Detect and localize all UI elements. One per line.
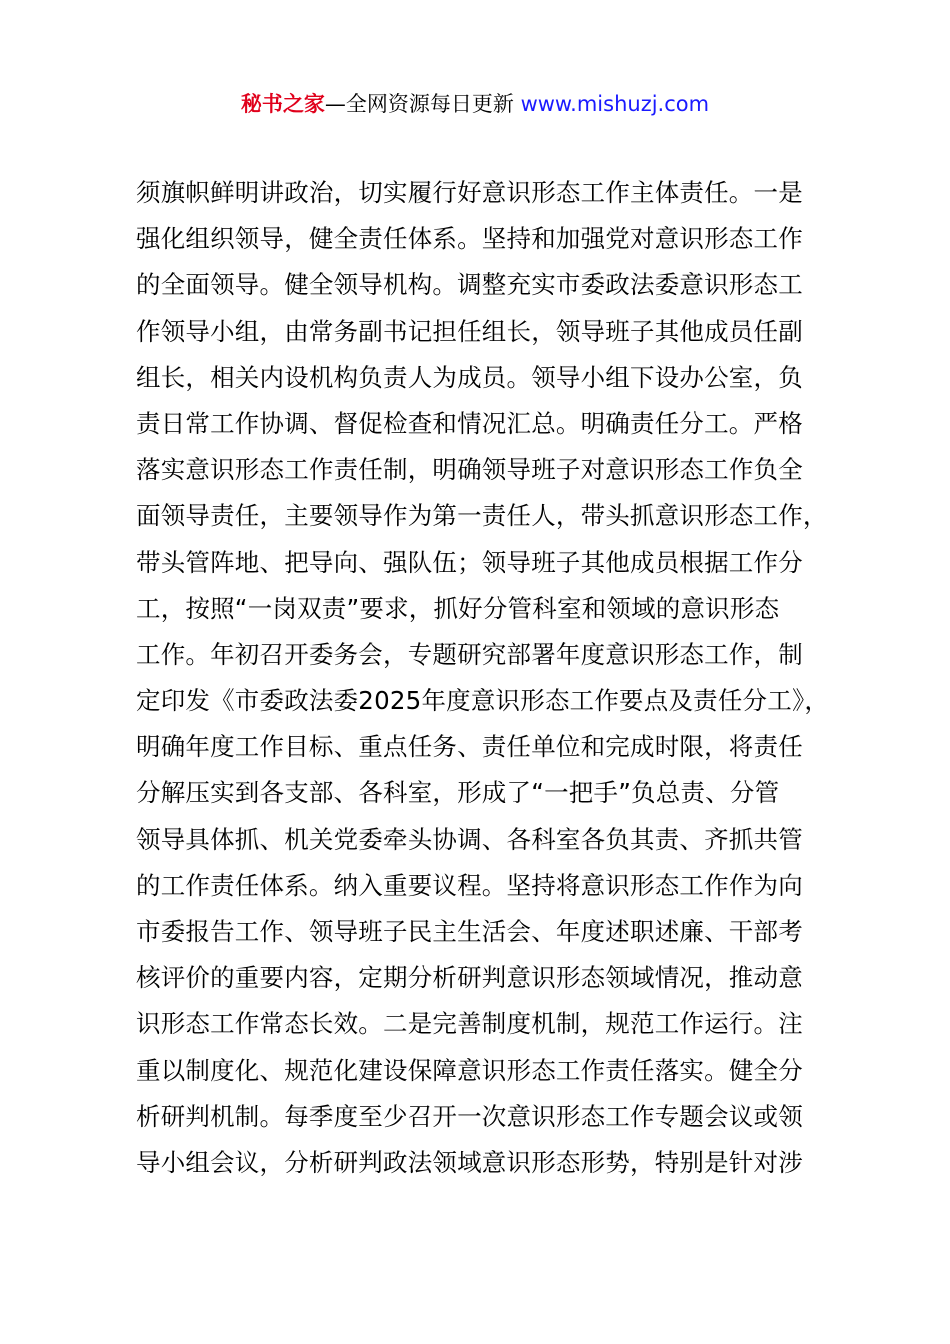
text-line: 强化组织领导，健全责任体系。坚持和加强党对意识形态工作 xyxy=(136,224,803,254)
document-body xyxy=(136,170,836,1186)
text-line: 导小组会议，分析研判政法领域意识形态形势，特别是针对涉 xyxy=(136,1147,803,1177)
site-url-link[interactable]: www.mishuzj.com xyxy=(520,92,710,116)
text-line: 定印发《市委政法委2025年度意识形态工作要点及责任分工》， xyxy=(136,686,830,716)
text-line: 核评价的重要内容，定期分析研判意识形态领域情况，推动意 xyxy=(136,963,803,993)
page-header xyxy=(0,88,950,120)
text-line: 带头管阵地、把导向、强队伍；领导班子其他成员根据工作分 xyxy=(136,547,803,577)
text-line: 市委报告工作、领导班子民主生活会、年度述职述廉、干部考 xyxy=(136,917,803,946)
text-line: 责日常工作协调、督促检查和情况汇总。明确责任分工。严格 xyxy=(136,408,803,438)
text-line: 识形态工作常态长效。二是完善制度机制，规范工作运行。注 xyxy=(136,1009,803,1039)
header-tagline: —全网资源每日更新 xyxy=(324,92,514,116)
text-line: 工，按照“一岗双责”要求，抓好分管科室和领域的意识形态 xyxy=(136,593,780,623)
text-line: 分解压实到各支部、各科室，形成了“一把手”负总责、分管 xyxy=(136,778,780,808)
text-line: 面领导责任，主要领导作为第一责任人，带头抓意识形态工作， xyxy=(136,501,828,531)
brand-name: 秘书之家 xyxy=(240,92,325,116)
text-line: 明确年度工作目标、重点任务、责任单位和完成时限，将责任 xyxy=(136,732,803,762)
text-line: 工作。年初召开委务会，专题研究部署年度意识形态工作，制 xyxy=(136,639,803,669)
text-line: 须旗帜鲜明讲政治，切实履行好意识形态工作主体责任。一是 xyxy=(136,178,803,207)
text-line: 析研判机制。每季度至少召开一次意识形态工作专题会议或领 xyxy=(136,1101,803,1131)
text-line: 落实意识形态工作责任制，明确领导班子对意识形态工作负全 xyxy=(136,455,803,485)
text-line: 作领导小组，由常务副书记担任组长，领导班子其他成员任副 xyxy=(136,316,803,346)
text-line: 领导具体抓、机关党委牵头协调、各科室各负其责、齐抓共管 xyxy=(136,824,803,854)
text-line: 的工作责任体系。纳入重要议程。坚持将意识形态工作作为向 xyxy=(136,870,803,900)
text-line: 的全面领导。健全领导机构。调整充实市委政法委意识形态工 xyxy=(136,270,803,300)
text-line: 组长，相关内设机构负责人为成员。领导小组下设办公室，负 xyxy=(136,362,803,392)
text-line: 重以制度化、规范化建设保障意识形态工作责任落实。健全分 xyxy=(136,1055,803,1085)
